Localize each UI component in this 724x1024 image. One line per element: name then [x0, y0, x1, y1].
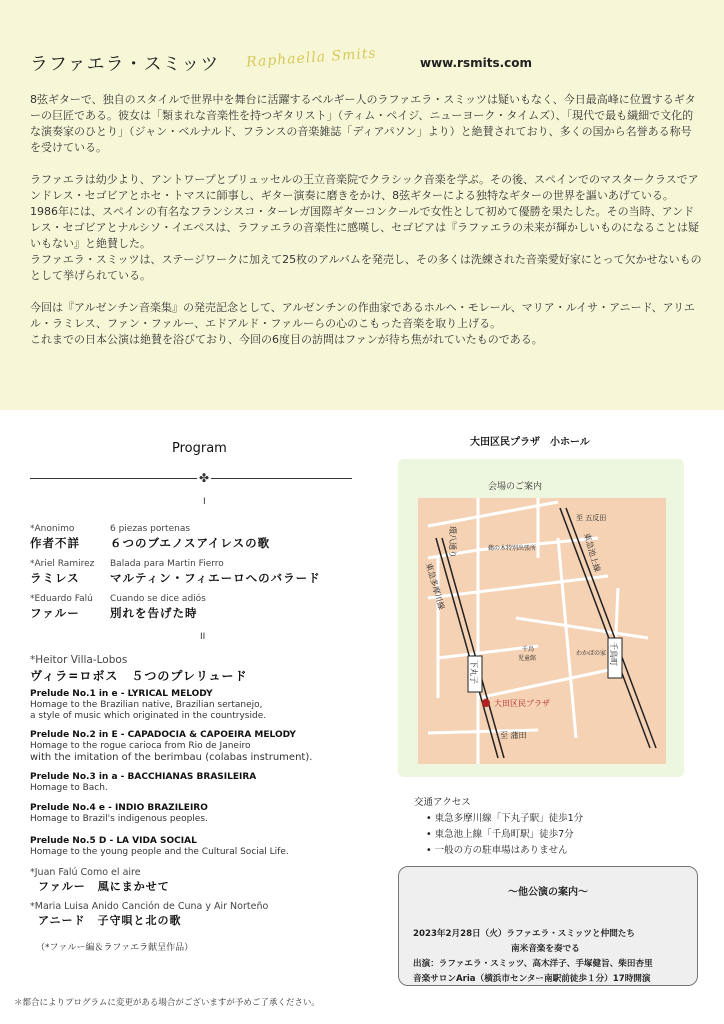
bio-paragraph-4: ラファエラ・スミッツは、ステージワークに加えて25枚のアルバムを発売し、その多くは洗練された音楽愛好家にとって欠かせないものとして挙げられている。	[30, 253, 702, 282]
arrangement-note: （*ファルー編＆ラファエラ献呈作品）	[36, 943, 194, 953]
prelude-description: Homage to the rogue carioca from Rio de Janeiro	[30, 741, 251, 751]
piece-composer-jp: ラミレス	[30, 571, 80, 585]
prelude-description: with the imitation of the berimbau (colabas instrument).	[30, 752, 313, 763]
piece-title-jp: マルティン・フィエーロへのバラード	[110, 571, 321, 585]
access-title: 交通アクセス	[414, 797, 471, 808]
prelude-description: a style of music which originated in the countryside.	[30, 711, 267, 721]
map-label-kamata: 至 蒲田	[500, 731, 527, 740]
access-item: • 東急池上線「千鳥町駅」徒歩7分	[426, 827, 583, 843]
bio-paragraph-2: ラファエラは幼少より、アントワープとブリュッセルの王立音楽院でクラシック音楽を学ぶ。その後、スペインでのマスタークラスでアンドレス・セゴビアとホセ・トマスに師事し、ギター演奏に磨きをかけ、8弦ギターによる独特なギターの世界を謳いあげている。	[30, 173, 699, 202]
piece-title-en: Balada para Martin Fierro	[110, 559, 224, 569]
piece-composer-en: *Eduardo Falú	[30, 594, 93, 604]
piece-composer-en: *Ariel Ramirez	[30, 559, 95, 569]
map-label-shimomaruko: 下丸子	[469, 660, 478, 684]
prelude-heading: Prelude No.4 e - INDIO BRAZILEIRO	[30, 803, 208, 813]
prelude-description: Homage to Bach.	[30, 783, 108, 793]
prelude-item	[30, 730, 312, 763]
program-piece	[30, 551, 321, 586]
map-label-chidori-kindergarten-2: 児童館	[518, 655, 537, 662]
other-concert-title: 〜他公演の案内〜	[508, 887, 588, 898]
artist-signature-logo: Raphaella Smits	[245, 45, 378, 71]
map-title: 会場のご案内	[488, 482, 543, 492]
extra-piece-en: *Juan Falú Como el aire	[30, 867, 141, 878]
villa-lobos-composer: *Heitor Villa-Lobos	[30, 654, 128, 666]
map-label-kannana: 環八通り	[448, 526, 457, 558]
venue-marker-icon	[482, 699, 490, 707]
access-item: • 東急多摩川線「下丸子駅」徒歩1分	[426, 811, 583, 827]
access-list	[414, 811, 583, 859]
ornament-icon: ✤	[198, 471, 210, 485]
other-concert-location: 音楽サロンAria（横浜市センター南駅前徒歩１分）17時開演	[413, 974, 651, 984]
piece-composer-jp: ファルー	[30, 606, 80, 620]
prelude-heading: Prelude No.5 D - LA VIDA SOCIAL	[30, 836, 197, 846]
piece-title-en: 6 piezas portenas	[110, 524, 191, 534]
extra-piece-jp: ファルー 風にまかせて	[38, 880, 170, 893]
map-label-chidori-kindergarten: 千鳥	[522, 646, 535, 653]
part-one-label: I	[203, 497, 206, 507]
piece-title-jp: ６つのブエノスアイレスの歌	[110, 536, 271, 550]
program-divider	[30, 478, 352, 479]
venue-name: 大田区民プラザ 小ホール	[470, 437, 590, 448]
map-label-chidoricho: 千鳥町	[609, 642, 618, 666]
piece-composer-en: *Anonimo	[30, 524, 75, 534]
prelude-description: Homage to the Brazilian native, Brazilian sertanejo,	[30, 700, 263, 710]
website-url[interactable]: www.rsmits.com	[420, 56, 533, 70]
other-concert-subtitle: 南米音楽を奏でる	[511, 944, 580, 954]
prelude-item	[30, 772, 256, 794]
prelude-description: Homage to Brazil's indigenous peoples.	[30, 814, 208, 824]
map-label-tamagawa-line: 東急多摩川線	[424, 562, 446, 611]
other-concert-box	[398, 866, 698, 986]
part-two-label: II	[200, 632, 206, 642]
program-extra-piece	[30, 901, 268, 928]
piece-title-jp: 別れを告げた時	[110, 606, 198, 620]
intro-section	[0, 0, 724, 410]
prelude-item	[30, 689, 266, 722]
prelude-description: Homage to the young people and the Cultural Social Life.	[30, 847, 289, 857]
map-label-ikegami-line: 東急池上線	[582, 532, 602, 574]
prelude-heading: Prelude No.2 in E - CAPADOCIA & CAPOEIRA MELODY	[30, 730, 296, 740]
piece-title-en: Cuando se dice adiós	[110, 594, 206, 604]
bio-paragraph-1: 8弦ギターで、独自のスタイルで世界中を舞台に活躍するベルギー人のラファエラ・スミッツは疑いもなく、今日最高峰に位置するギターの巨匠である。彼女は「類まれな音楽性を持つギタリスト」（ティム・ペイジ、ニューヨーク・タイムズ）、「現代で最も繊細で文化的な演奏家のひとり」（ジャン・ベルナルド、フランスの音楽雑誌「ディアパソン」より）と絶賛されており、多くの国から名誉ある称号を受けている。	[30, 93, 696, 154]
other-concert-details	[413, 927, 693, 987]
program-piece	[30, 516, 270, 551]
prelude-heading: Prelude No.3 in a - BACCHIANAS BRASILEIRA	[30, 772, 257, 782]
bio-paragraph-3: 1986年には、スペインの有名なフランシスコ・ターレガ国際ギターコンクールで女性として初めて優勝を果たした。その当時、アンドレス・セゴビアとナルシソ・イエペスは、ラファエラの音楽性に感嘆し、セゴビアは『ラファエラの未来が輝かしいものになることは疑いもない』と絶賛した。	[30, 205, 699, 250]
bio-paragraph-5: 今回は『アルゼンチン音楽集』の発売記念として、アルゼンチンの作曲家であるホルヘ・モレール、マリア・ルイサ・アニード、アリエル・ラミレス、ファン・ファルー、エドアルド・ファルーらの心のこもった音楽を取り上げる。	[30, 301, 695, 330]
map-label-gotanda: 至 五反田	[576, 514, 607, 522]
extra-piece-en: *Maria Luisa Anido Canción de Cuna y Air Norteño	[30, 901, 269, 912]
other-concert-date: 2023年2月28日（火）ラファエラ・スミッツと仲間たち	[413, 929, 635, 939]
program-extra-piece	[30, 867, 170, 894]
map-label-office: 鵜の木特別出張所	[488, 545, 537, 552]
program-piece	[30, 586, 206, 621]
access-item: • 一般の方の駐車場はありません	[426, 843, 583, 859]
prelude-heading: Prelude No.1 in e - LYRICAL MELODY	[30, 689, 213, 699]
prelude-item	[30, 836, 289, 858]
venue-map	[418, 498, 666, 764]
other-concert-performers: 出演：ラファエラ・スミッツ、高木洋子、手塚健旨、柴田杏里	[413, 959, 653, 969]
access-section	[414, 795, 583, 859]
piece-composer-jp: 作者不詳	[30, 536, 80, 550]
villa-lobos-title-jp: ヴィラ=ロボス ５つのプレリュード	[30, 669, 248, 683]
artist-name-title: ラファエラ・スミッツ	[30, 54, 220, 75]
biography	[30, 92, 702, 348]
bio-paragraph-6: これまでの日本公演は絶賛を浴びており、今回の6度目の訪問はファンが待ち焦がれていたものである。	[30, 333, 543, 346]
program-title: Program	[172, 441, 227, 456]
prelude-item	[30, 803, 208, 825]
program-change-notice: ＊都合によりプログラムに変更がある場合がございますが予めご了承ください。	[14, 998, 320, 1008]
map-label-plaza: 大田区民プラザ	[494, 699, 550, 708]
map-label-wakaba: わかばの家	[576, 650, 607, 657]
extra-piece-jp: アニード 子守唄と北の歌	[38, 914, 182, 927]
